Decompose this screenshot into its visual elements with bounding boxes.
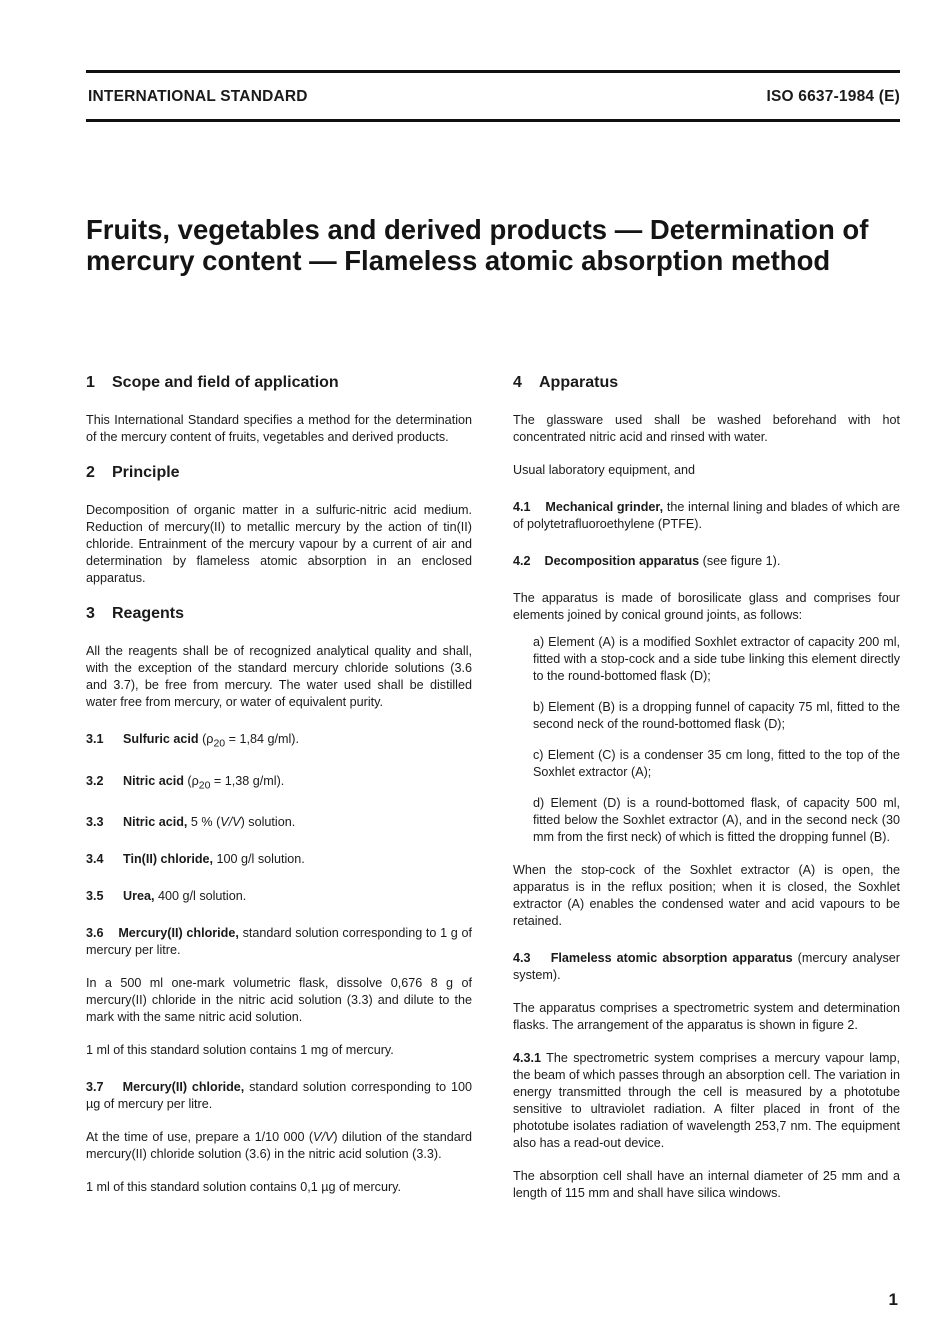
list-item: c) Element (C) is a condenser 35 cm long, fitted to the top of the Soxhlet extractor (A); <box>533 748 900 779</box>
apparatus-4-3-description: The apparatus comprises a spectrometric system and determination flasks. The arrangement of the apparatus is shown in figure 2. <box>513 1001 900 1032</box>
apparatus-4-3-1: 4.3.1 The spectrometric system comprises a mercury vapour lamp, the beam of which passes through an absorption cell. The variation in energy transmitted through the cell is measured by a phototube sensitive to ultraviolet radiation. A filter placed in front of the phototube isolates radiation of wavelength 253,7 nm. The equipment also has a read-out device. <box>513 1051 900 1150</box>
scope-paragraph: This International Standard specifies a method for the determination of the mercury content of fruits, vegetables and derived products. <box>86 413 472 444</box>
apparatus-4-2: 4.2 Decomposition apparatus (see figure 1). <box>513 554 781 568</box>
list-item: d) Element (D) is a round-bottomed flask, of capacity 500 ml, fitted below the Soxhlet extractor (A), and in the second neck (30 mm from the first neck) of which is fitted the dropping funnel (B). <box>533 796 900 844</box>
reagent-3-6-concentration: 1 ml of this standard solution contains 1 mg of mercury. <box>86 1043 394 1058</box>
section-heading: 2 Principle <box>86 464 180 481</box>
apparatus-4-3: 4.3 Flameless atomic absorption apparatus (mercury analyser system). <box>513 951 900 982</box>
document-title: Fruits, vegetables and derived products — Determination of mercury content — Flameless atomic absorption method <box>86 214 869 276</box>
top-rule <box>86 70 900 73</box>
reagent-3-4: 3.4 Tin(II) chloride, 100 g/l solution. <box>86 852 305 867</box>
section-heading: 4 Apparatus <box>513 374 619 391</box>
principle-paragraph: Decomposition of organic matter in a sulfuric-nitric acid medium. Reduction of mercury(II) to metallic mercury by the action of tin(II) chloride. Entrainment of the mercury vapour by a current of air and determination by flameless atomic absorption in an enclosed apparatus. <box>86 503 472 585</box>
apparatus-4-1: 4.1 Mechanical grinder, the internal lining and blades of which are of polytetrafluoroethylene (PTFE). <box>513 500 900 531</box>
reagent-3-6: 3.6 Mercury(II) chloride, standard solution corresponding to 1 g of mercury per litre. <box>86 926 473 958</box>
reagent-3-3: 3.3 Nitric acid, 5 % (V/V) solution. <box>86 815 296 830</box>
reagent-3-7-concentration: 1 ml of this standard solution contains 0,1 µg of mercury. <box>86 1180 402 1195</box>
apparatus-intro: Usual laboratory equipment, and <box>513 463 696 477</box>
left-column <box>86 372 472 1212</box>
apparatus-paragraph: The glassware used shall be washed beforehand with hot concentrated nitric acid and rinsed with water. <box>513 413 900 444</box>
apparatus-4-2-stopcock: When the stop-cock of the Soxhlet extractor (A) is open, the apparatus is in the reflux position; when it is closed, the Soxhlet extractor (A) enables the condensed water and acid vapours to be retained. <box>513 863 900 928</box>
header-standard-number: ISO 6637-1984 (E) <box>766 88 900 105</box>
reagents-paragraph: All the reagents shall be of recognized analytical quality and shall, with the exception of the standard mercury chloride solutions (3.6 and 3.7), be free from mercury. The water used shall be distilled water free from mercury, or water of equivalent purity. <box>86 644 472 709</box>
apparatus-4-2-description: The apparatus is made of borosilicate glass and comprises four elements joined by conical ground joints, as follows: <box>513 591 900 622</box>
reagent-3-1: 3.1 Sulfuric acid ($\rho_{20} = 1,84$ g/ml). <box>86 732 299 750</box>
right-column <box>513 372 900 1218</box>
reagent-3-5: 3.5 Urea, 400 g/l solution. <box>86 889 247 904</box>
section-heading: 1 Scope and field of application <box>86 374 339 391</box>
section-heading: 3 Reagents <box>86 605 185 622</box>
reagent-3-7: 3.7 Mercury(II) chloride, standard solution corresponding to 100 µg of mercury per litre. <box>86 1080 472 1112</box>
reagent-3-2: 3.2 Nitric acid ($\rho_{20} = 1,38$ g/ml). <box>86 773 285 792</box>
list-item: b) Element (B) is a dropping funnel of capacity 75 ml, fitted to the second neck of the round-bottomed flask (D); <box>533 700 900 731</box>
list-item: a) Element (A) is a modified Soxhlet extractor of capacity 200 ml, fitted with a stop-cock and a side tube linking this element directly to the round-bottomed flask (D); <box>533 635 900 683</box>
header-rule <box>86 119 900 122</box>
reagent-3-6-preparation: In a 500 ml one-mark volumetric flask, dissolve 0,676 8 g of mercury(II) chloride in the nitric acid solution (3.3) and dilute to the mark with the same nitric acid solution. <box>86 976 472 1025</box>
reagent-3-7-preparation: At the time of use, prepare a 1/10 000 (V/V) dilution of the standard mercury(II) chloride solution (3.6) in the nitric acid solution (3.3). <box>86 1130 472 1162</box>
page-number: 1 <box>888 1290 898 1309</box>
absorption-cell-paragraph: The absorption cell shall have an internal diameter of 25 mm and a length of 115 mm and shall have silica windows. <box>513 1169 900 1200</box>
header-standard-type: INTERNATIONAL STANDARD <box>88 88 308 105</box>
